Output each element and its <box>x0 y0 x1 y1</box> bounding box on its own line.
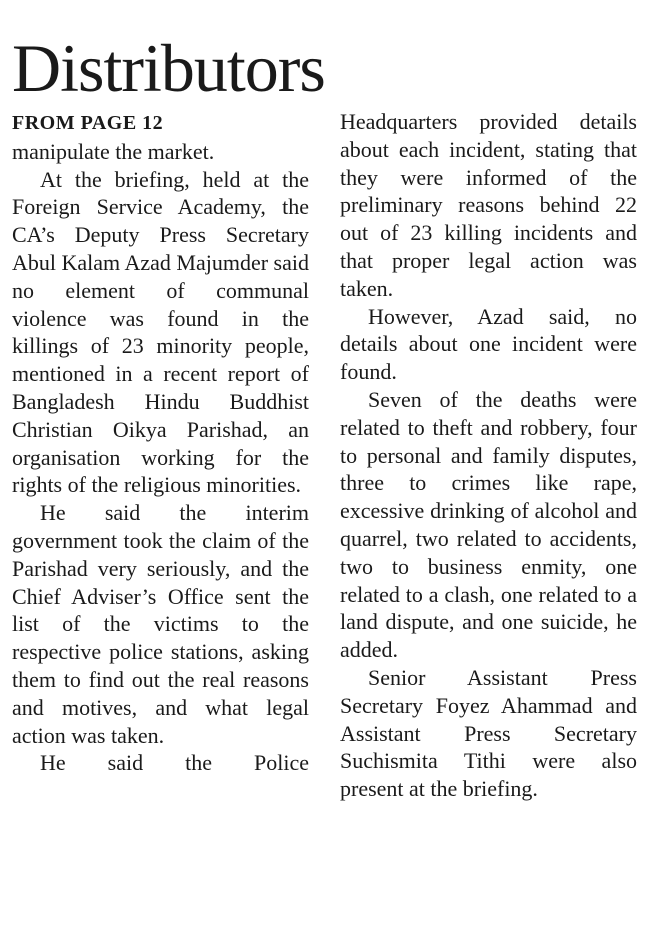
paragraph-3-continued: Headquarters provided details about each incident, stating that they were informed of the preliminary reasons behind 22 out of 23 killing incidents and that proper legal action was taken. <box>340 109 637 301</box>
paragraph-1: At the briefing, held at the Foreign Service Academy, the CA’s Deputy Press Secretary Abul Kalam Azad Majumder said no element of communal violence was found in the killings of 23 minority people, mentioned in a recent report of Bangladesh Hindu Buddhist Christian Oikya Parishad, an organisation working for the rights of the religious minorities. <box>12 166 309 498</box>
paragraph-5: Seven of the deaths were related to theft and robbery, four to personal and family disputes, three to crimes like rape, excessive drinking of alcohol and quarrel, two related to accidents, two to business enmity, one related to a clash, one related to a land dispute, and one suicide, he added. <box>340 386 637 663</box>
continuation-label <box>12 108 309 138</box>
paragraph-0: manipulate the market. <box>12 138 215 164</box>
article-column-right <box>340 108 637 803</box>
paragraph-6: Senior Assistant Press Secretary Foyez Ahammad and Assistant Press Secretary Suchismita Tithi were also present at the briefing. <box>340 664 637 802</box>
paragraph-2: He said the interim government took the claim of the Parishad very seriously, and the Chief Adviser’s Office sent the list of the victims to the respective police stations, asking them to find out the real reasons and motives, and what legal action was taken. <box>12 500 309 748</box>
from-page-label: FROM PAGE 12 <box>12 112 164 134</box>
headline: Distributors <box>12 30 325 106</box>
paragraph-3-start: He said the Police <box>40 750 309 776</box>
paragraph-4: However, Azad said, no details about one incident were found. <box>340 303 637 385</box>
article-column-left <box>12 108 309 777</box>
